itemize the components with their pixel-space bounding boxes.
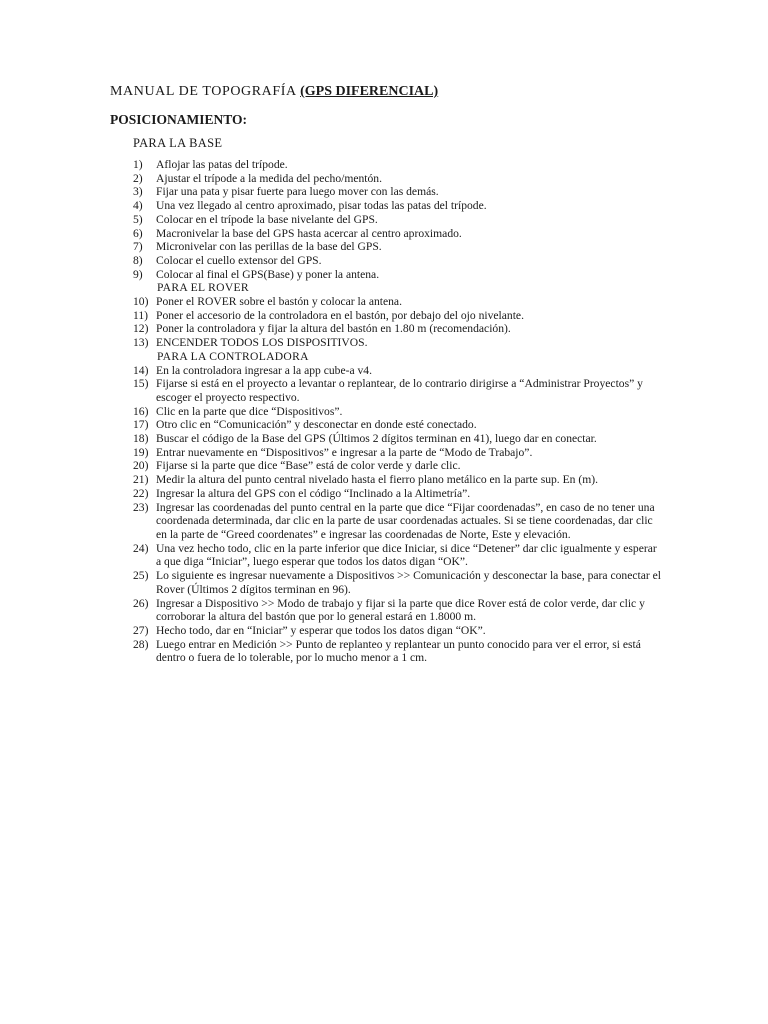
step-number: 4) <box>133 199 143 213</box>
step-number: 20) <box>133 459 149 473</box>
step-text: Poner el ROVER sobre el bastón y colocar la antena. <box>156 295 402 309</box>
step-text: Una vez hecho todo, clic en la parte inferior que dice Iniciar, si dice “Detener” dar clic igualmente y esperar a que diga “Iniciar”, luego esperar que todos los datos digan “OK”. <box>156 541 657 569</box>
step-text: Fijarse si está en el proyecto a levantar o replantear, de lo contrario dirigirse a “Administrar Proyectos” y escoger el proyecto respectivo. <box>156 377 643 404</box>
step-number: 8) <box>133 253 143 267</box>
step-number: 28) <box>133 637 149 651</box>
step-text: Fijar una pata y pisar fuerte para luego mover con las demás. <box>156 185 439 199</box>
step-text: Lo siguiente es ingresar nuevamente a Dispositivos >> Comunicación y desconectar la base, para conectar el Rover (Últimos 2 dígitos terminan en 96). <box>156 569 661 596</box>
section-label-rover: PARA EL ROVER <box>157 281 249 295</box>
step-text: Ingresar la altura del GPS con el código “Inclinado a la Altimetría”. <box>156 486 471 500</box>
step-number: 16) <box>133 404 149 418</box>
step-item <box>133 309 663 323</box>
step-number: 5) <box>133 212 143 226</box>
step-number: 21) <box>133 473 149 487</box>
step-item <box>133 268 663 282</box>
step-item <box>133 254 663 268</box>
step-text: Poner el accesorio de la controladora en el bastón, por debajo del ojo nivelante. <box>156 308 524 322</box>
step-text: Entrar nuevamente en “Dispositivos” e ingresar a la parte de “Modo de Trabajo”. <box>156 445 533 459</box>
step-text: Hecho todo, dar en “Iniciar” y esperar que todos los datos digan “OK”. <box>156 623 486 637</box>
step-number: 9) <box>133 267 143 281</box>
step-text: Ingresar a Dispositivo >> Modo de trabajo y fijar si la parte que dice Rover está de color verde, dar clic y corroborar la altura del bastón que por lo general estará en 1.8000 m. <box>156 596 645 624</box>
step-number: 11) <box>133 308 149 322</box>
step-text: Buscar el código de la Base del GPS (Últimos 2 dígitos terminan en 41), luego dar en conectar. <box>156 432 597 446</box>
step-item <box>133 432 663 446</box>
document-title <box>110 84 438 100</box>
step-number: 27) <box>133 623 149 637</box>
step-text: Luego entrar en Medición >> Punto de replanteo y replantear un punto conocido para ver el error, si está dentro o fuera de lo tolerable, por lo mucho menor a 1 cm. <box>156 637 641 665</box>
step-text: Una vez llegado al centro aproximado, pisar todas las patas del trípode. <box>156 199 487 213</box>
step-item <box>133 213 663 227</box>
step-number: 19) <box>133 445 149 459</box>
title-main: MANUAL DE TOPOGRAFÍA <box>110 84 296 99</box>
step-number: 13) <box>133 336 149 350</box>
step-number: 22) <box>133 486 149 500</box>
step-item <box>133 405 663 419</box>
step-item <box>133 418 663 432</box>
step-text: Ajustar el trípode a la medida del pecho/mentón. <box>156 171 383 185</box>
step-item <box>133 295 663 309</box>
step-text: Micronivelar con las perillas de la base del GPS. <box>156 240 382 254</box>
step-item <box>133 501 663 542</box>
step-text: Ingresar las coordenadas del punto central en la parte que dice “Fijar coordenadas”, en caso de no tener una coordenada determinada, dar clic en la parte de usar coordenadas actuales. Si se tiene coordenadas, dar clic en la parte de “Greed coordenates” e ingresar las coordenadas de Norte, Este y elevación. <box>156 500 655 541</box>
section-label-controladora: PARA LA CONTROLADORA <box>157 349 309 363</box>
step-item <box>133 542 663 569</box>
step-number: 6) <box>133 226 143 240</box>
steps-list <box>133 158 663 665</box>
step-item <box>133 638 663 665</box>
step-item <box>133 446 663 460</box>
step-text: Clic en la parte que dice “Dispositivos”. <box>156 404 343 418</box>
step-text: Poner la controladora y fijar la altura del bastón en 1.80 m (recomendación). <box>156 322 511 336</box>
step-text: Macronivelar la base del GPS hasta acercar al centro aproximado. <box>156 226 462 240</box>
step-item <box>133 597 663 624</box>
step-text: Colocar el cuello extensor del GPS. <box>156 253 322 267</box>
step-number: 10) <box>133 295 149 309</box>
step-text: En la controladora ingresar a la app cube-a v4. <box>156 363 372 377</box>
section-heading: POSICIONAMIENTO: <box>110 112 248 127</box>
step-text: Aflojar las patas del trípode. <box>156 158 288 171</box>
step-number: 18) <box>133 432 149 446</box>
step-item <box>133 158 663 172</box>
section-label-base: PARA LA BASE <box>133 136 223 150</box>
step-item <box>133 473 663 487</box>
step-number: 14) <box>133 363 149 377</box>
step-number: 25) <box>133 569 149 583</box>
step-text: Medir la altura del punto central nivelado hasta el fierro plano metálico en la parte sup. En (m). <box>156 473 599 487</box>
step-number: 3) <box>133 185 143 199</box>
step-item <box>133 172 663 186</box>
step-item <box>133 459 663 473</box>
step-number: 23) <box>133 500 149 514</box>
step-number: 24) <box>133 541 149 555</box>
step-number: 15) <box>133 377 149 391</box>
step-item <box>133 322 663 336</box>
step-item <box>133 227 663 241</box>
step-item <box>133 624 663 638</box>
title-subtitle: (GPS DIFERENCIAL) <box>300 84 439 99</box>
step-number: 2) <box>133 171 143 185</box>
step-item <box>133 569 663 596</box>
step-text: ENCENDER TODOS LOS DISPOSITIVOS. <box>156 336 368 350</box>
step-number: 26) <box>133 596 149 610</box>
step-text: Colocar en el trípode la base nivelante del GPS. <box>156 212 378 226</box>
step-text: Fijarse si la parte que dice “Base” está de color verde y darle clic. <box>156 459 461 473</box>
step-item <box>133 185 663 199</box>
step-item <box>133 487 663 501</box>
step-text: Otro clic en “Comunicación” y desconectar en donde esté conectado. <box>156 418 477 432</box>
step-item <box>133 336 663 350</box>
step-item <box>133 240 663 254</box>
step-text: Colocar al final el GPS(Base) y poner la antena. <box>156 267 380 281</box>
step-item <box>133 377 663 404</box>
step-number: 1) <box>133 158 143 171</box>
step-item <box>133 199 663 213</box>
step-number: 7) <box>133 240 143 254</box>
step-number: 17) <box>133 418 149 432</box>
step-number: 12) <box>133 322 149 336</box>
step-item <box>133 364 663 378</box>
